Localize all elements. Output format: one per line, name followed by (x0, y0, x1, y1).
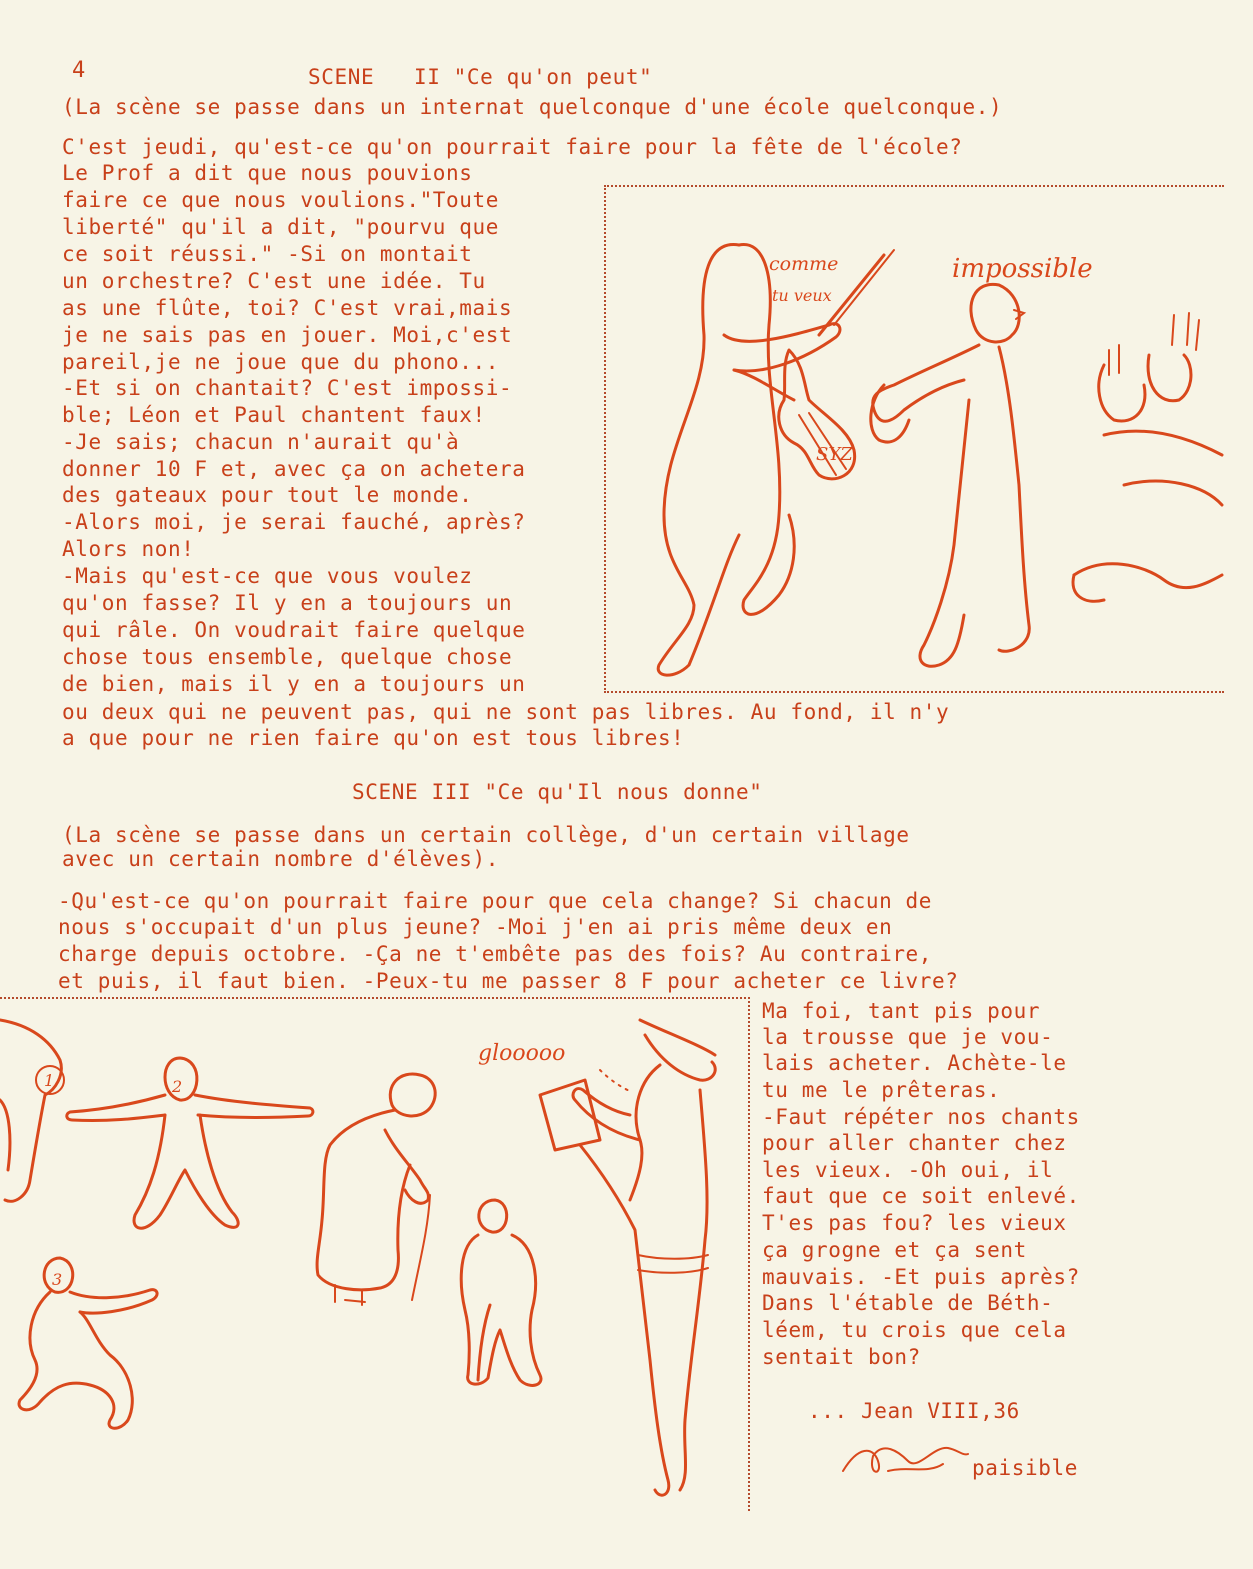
text-line: chose tous ensemble, quelque chose (62, 645, 513, 669)
text-line: lais acheter. Achète-le (762, 1051, 1067, 1075)
label-tu-veux: tu veux (772, 286, 832, 305)
text-line: pareil,je ne joue que du phono... (62, 350, 500, 374)
text-line: faire ce que nous voulions."Toute (62, 188, 500, 212)
scene3-title: SCENE III "Ce qu'Il nous donne" (352, 780, 763, 804)
text-line: liberté" qu'il a dit, "pourvu que (62, 215, 500, 239)
text-line: mauvais. -Et puis après? (762, 1265, 1080, 1289)
number-1: 1 (44, 1071, 55, 1090)
text-line: de bien, mais il y en a toujours un (62, 672, 526, 696)
text-line: léem, tu crois que cela (762, 1318, 1067, 1342)
text-line: la trousse que je vou- (762, 1025, 1054, 1049)
text-line: T'es pas fou? les vieux (762, 1211, 1067, 1235)
text-line: sentait bon? (762, 1345, 921, 1369)
text-line: nous s'occupait d'un plus jeune? -Moi j'en ai pris même deux en (58, 915, 893, 939)
text-line: Alors non! (62, 537, 195, 561)
text-line: les vieux. -Oh oui, il (762, 1158, 1054, 1182)
text-line: des gateaux pour tout le monde. (62, 483, 473, 507)
text-line: Dans l'étable de Béth- (762, 1291, 1054, 1315)
scene3-intro-line: (La scène se passe dans un certain collège, d'un certain village (62, 823, 910, 847)
text-line: et puis, il faut bien. -Peux-tu me passer 8 F pour acheter ce livre? (58, 969, 959, 993)
text-line: Le Prof a dit que nous pouvions (62, 161, 473, 185)
scene2-intro: (La scène se passe dans un internat quelconque d'une école quelconque.) (62, 95, 1003, 119)
text-line: qui râle. On voudrait faire quelque (62, 618, 526, 642)
illustration-violin-scene (604, 185, 1222, 689)
text-line: Ma foi, tant pis pour (762, 999, 1041, 1023)
text-line: -Mais qu'est-ce que vous voulez (62, 564, 473, 588)
bible-reference: ... Jean VIII,36 (808, 1399, 1020, 1423)
text-line: donner 10 F et, avec ça on achetera (62, 457, 526, 481)
text-line: as une flûte, toi? C'est vrai,mais (62, 296, 513, 320)
text-line: je ne sais pas en jouer. Moi,c'est (62, 323, 513, 347)
text-line: faut que ce soit enlevé. (762, 1184, 1080, 1208)
text-line: pour aller chanter chez (762, 1131, 1067, 1155)
violin-label: SYZ (816, 444, 853, 465)
signature-name: paisible (972, 1456, 1078, 1480)
signature-scribble (838, 1436, 978, 1486)
text-line: charge depuis octobre. -Ça ne t'embête pas des fois? Au contraire, (58, 942, 933, 966)
label-comme: comme (769, 253, 839, 275)
text-line: -Je sais; chacun n'aurait qu'à (62, 430, 460, 454)
text-line: C'est jeudi, qu'est-ce qu'on pourrait faire pour la fête de l'école? (62, 135, 963, 159)
text-line: ça grogne et ça sent (762, 1238, 1027, 1262)
number-2: 2 (172, 1077, 183, 1096)
text-line: qu'on fasse? Il y en a toujours un (62, 591, 513, 615)
label-gloo: glooooo (478, 1041, 566, 1066)
illustration-elderly-scene (0, 1000, 748, 1510)
text-line: ble; Léon et Paul chantent faux! (62, 403, 486, 427)
text-line: -Alors moi, je serai fauché, après? (62, 510, 526, 534)
text-line: tu me le prêteras. (762, 1078, 1001, 1102)
text-line: a que pour ne rien faire qu'on est tous libres! (62, 726, 685, 750)
text-line: un orchestre? C'est une idée. Tu (62, 269, 486, 293)
text-line: -Et si on chantait? C'est impossi- (62, 376, 513, 400)
label-impossible: impossible (952, 254, 1093, 284)
scene2-title: SCENE II "Ce qu'on peut" (308, 65, 653, 89)
text-line: -Faut répéter nos chants (762, 1105, 1080, 1129)
number-3: 3 (52, 1270, 63, 1289)
text-line: -Qu'est-ce qu'on pourrait faire pour que cela change? Si chacun de (58, 889, 933, 913)
text-line: ce soit réussi." -Si on montait (62, 242, 473, 266)
scene3-intro-line: avec un certain nombre d'élèves). (62, 847, 500, 871)
page-number: 4 (72, 58, 86, 83)
text-line: ou deux qui ne peuvent pas, qui ne sont pas libres. Au fond, il n'y (62, 700, 950, 724)
